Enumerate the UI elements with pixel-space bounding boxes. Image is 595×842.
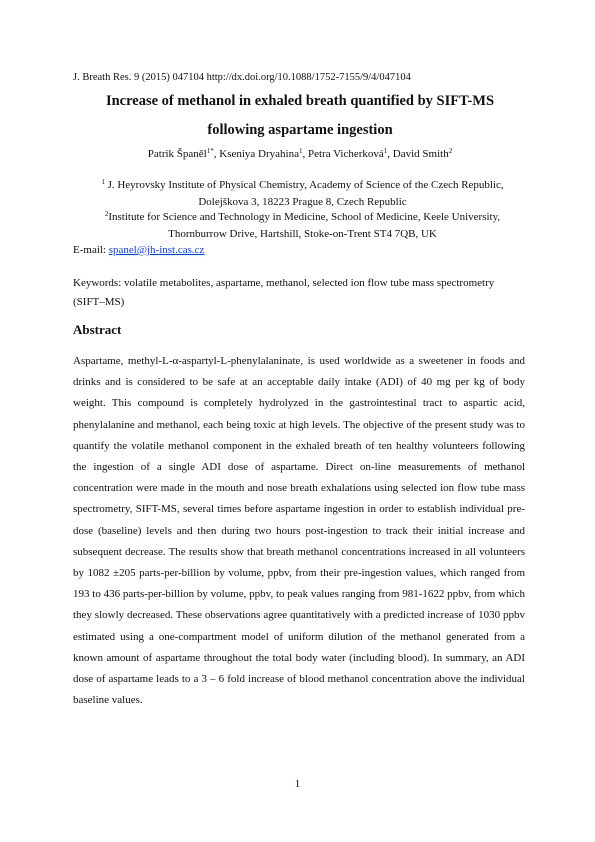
paper-title-line-1: Increase of methanol in exhaled breath quantified by SIFT-MS	[105, 93, 495, 109]
author-name: Patrik Španěl	[147, 148, 207, 160]
author-name: Kseniya Dryahina	[219, 148, 299, 160]
author-affiliation-mark: 2	[448, 147, 453, 155]
author-affiliation-mark: 1*	[206, 147, 214, 155]
affiliation-line: J. Heyrovsky Institute of Physical Chemistry, Academy of Science of the Czech Republic,	[107, 179, 504, 191]
affiliation-mark: 2	[104, 210, 109, 218]
journal-citation: J. Breath Res. 9 (2015) 047104 http://dx.doi.org/10.1088/1752-7155/9/4/047104	[73, 72, 411, 83]
email-link[interactable]: spanel@jh-inst.cas.cz	[108, 244, 205, 256]
author-affiliation-mark: 1	[298, 147, 303, 155]
page-number: 1	[294, 778, 301, 790]
email-label: E-mail:	[73, 244, 109, 256]
keywords: Keywords: volatile metabolites, aspartame, methanol, selected ion flow tube mass spectrometry (SIFT–MS)	[73, 277, 495, 308]
affiliation-line: Dolejškova 3, 18223 Prague 8, Czech Republic	[198, 196, 407, 208]
author-affiliation-mark: 1	[383, 147, 388, 155]
author-name: Petra Vicherková	[307, 148, 384, 160]
affiliation-mark: 1	[101, 178, 105, 186]
abstract-heading: Abstract	[73, 322, 122, 337]
affiliation-line: Institute for Science and Technology in Medicine, School of Medicine, Keele University,	[108, 211, 501, 223]
paper-title-line-2: following aspartame ingestion	[207, 122, 393, 138]
author-name: David Smith	[392, 148, 449, 160]
affiliation-1	[70, 177, 535, 211]
affiliation-line: Thornburrow Drive, Hartshill, Stoke-on-Trent ST4 7QB, UK	[168, 228, 437, 240]
affiliation-2	[70, 209, 535, 243]
email-line	[73, 244, 204, 256]
author-list: Patrik Španěl$^{1*}$, Kseniya Dryahina$^1$, Petra Vicherková$^1$, David Smith$^2$	[147, 147, 453, 160]
abstract-text: Aspartame, methyl-L-α-aspartyl-L-phenylalaninate, is used worldwide as a sweetener in foods and drinks and is considered to be safe at an acceptable daily intake (ADI) of 40 mg per kg of body weight. This compound is completely hydrolyzed in the gastrointestinal tract to aspartic acid, phenylalanine and methanol, each being toxic at high levels. The objective of the present study was to quantify the volatile methanol component in the exhaled breath of ten healthy volunteers following the ingestion of a single ADI dose of aspartame. Direct on-line measurements of methanol concentration were made in the mouth and nose breath exhalations using selected ion flow tube mass spectrometry, SIFT-MS, several times before aspartame ingestion in order to establish individual pre-dose (baseline) levels and then during two hours post-ingestion to track their initial increase and subsequent decrease. The results show that breath methanol concentrations increased in all volunteers by 1082 ±205 parts-per-billion by volume, ppbv, from their pre-ingestion values, which ranged from 193 to 436 parts-per-billion by volume, ppbv, to peak values ranging from 981-1622 ppbv, from which they slowly decreased. These observations agree quantitatively with a predicted increase of 1030 ppbv estimated using a one-compartment model of uniform dilution of the methanol generated from a known amount of aspartame throughout the total body water (including blood). In summary, an ADI dose of aspartame leads to a 3 – 6 fold increase of blood methanol concentration above the individual baseline values.	[73, 355, 525, 707]
